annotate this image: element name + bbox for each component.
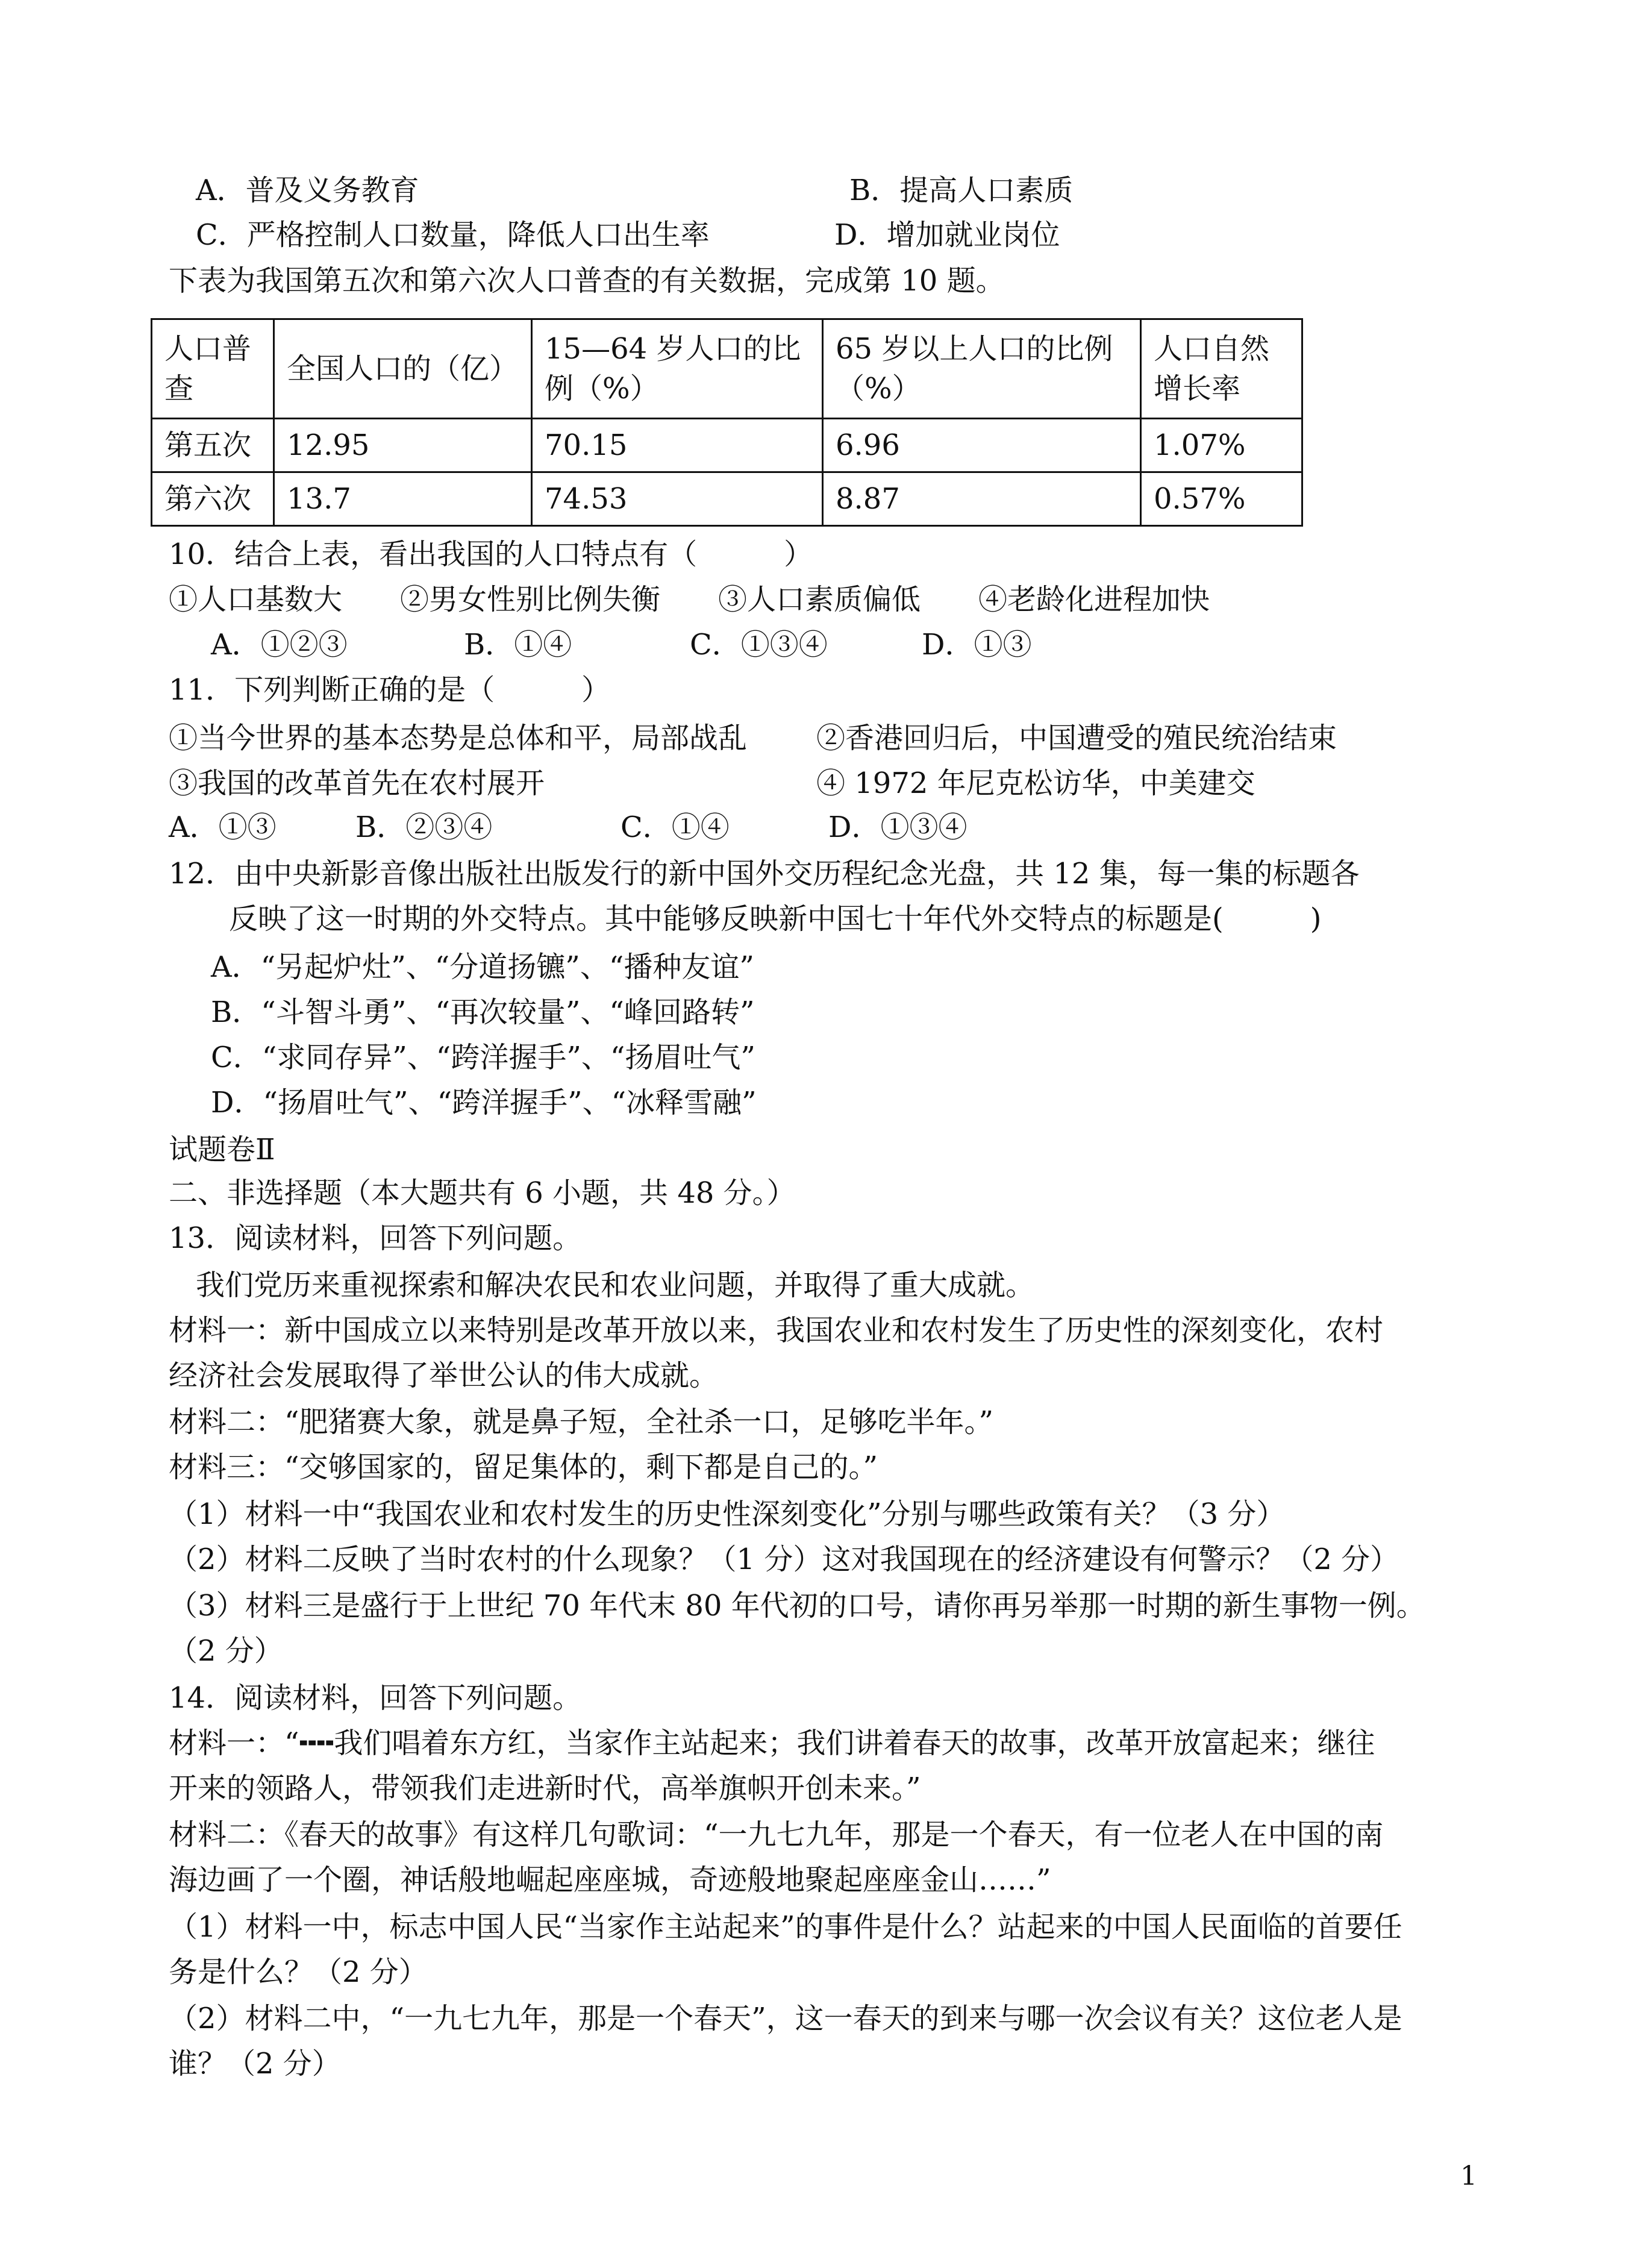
table-header-cell: 全国人口的（亿） (274, 319, 532, 419)
table-cell: 70.15 (532, 419, 823, 472)
q13-subquestion-3-line-1: （3）材料三是盛行于上世纪 70 年代末 80 年代初的口号，请你再另举那一时期的新生事物一例。 (169, 1589, 1425, 1623)
table-cell: 0.57% (1141, 472, 1302, 526)
q13-material-1-line-2: 经济社会发展取得了举世公认的伟大成就。 (169, 1359, 719, 1392)
q14-stem: 14．阅读材料，回答下列问题。 (169, 1681, 582, 1715)
q13-material-1-line-1: 材料一：新中国成立以来特别是改革开放以来，我国农业和农村发生了历史性的深刻变化，农村 (169, 1314, 1384, 1347)
table-cell: 12.95 (274, 419, 532, 472)
q11-options (169, 809, 968, 845)
q9-option-a: A．普及义务教育 (196, 174, 419, 207)
table-intro: 下表为我国第五次和第六次人口普查的有关数据，完成第 10 题。 (169, 264, 1005, 298)
q13-subquestion-3-line-2: （2 分） (169, 1634, 283, 1668)
q10-stem: 10．结合上表，看出我国的人口特点有（ ） (169, 537, 813, 571)
q14-subquestion-1-line-2: 务是什么？（2 分） (169, 1955, 428, 1989)
table-row (152, 472, 1302, 526)
q10-items: ①人口基数大 ②男女性别比例失衡 ③人口素质偏低 ④老龄化进程加快 (169, 583, 1210, 616)
q13-stem: 13．阅读材料，回答下列问题。 (169, 1221, 582, 1255)
q14-material-1-line-2: 开来的领路人，带领我们走进新时代，高举旗帜开创未来。” (169, 1771, 921, 1805)
q14-material-2-line-2: 海边画了一个圈，神话般地崛起座座城，奇迹般地聚起座座金山……” (169, 1863, 1051, 1897)
table-cell: 1.07% (1141, 419, 1302, 472)
q13-material-2: 材料二：“肥猪赛大象，就是鼻子短，全社杀一口，足够吃半年。” (169, 1405, 994, 1439)
q12-option-a: A．“另起炉灶”、“分道扬镳”、“播种友谊” (211, 950, 754, 984)
q9-option-b: B．提高人口素质 (849, 174, 1074, 207)
q9-options-row-2 (196, 217, 1060, 253)
page-number: 1 (1460, 2161, 1477, 2191)
q9-option-c: C．严格控制人口数量，降低人口出生率 (196, 218, 710, 252)
q11-item-1: ①当今世界的基本态势是总体和平，局部战乱 (169, 721, 748, 755)
q13-subquestion-1: （1）材料一中“我国农业和农村发生的历史性深刻变化”分别与哪些政策有关？（3 分） (169, 1497, 1286, 1531)
table-header-cell: 人口自然增长率 (1141, 319, 1302, 419)
table-cell: 第五次 (152, 419, 274, 472)
q14-subquestion-1-line-1: （1）材料一中，标志中国人民“当家作主站起来”的事件是什么？站起来的中国人民面临的首要任 (169, 1910, 1402, 1944)
census-table (151, 318, 1303, 527)
q11-item-2: ②香港回归后，中国遭受的殖民统治结束 (816, 721, 1337, 755)
q9-option-d: D．增加就业岗位 (834, 218, 1060, 252)
q11-stem: 11．下列判断正确的是（ ） (169, 673, 611, 707)
table-row (152, 419, 1302, 472)
table-cell: 8.87 (823, 472, 1141, 526)
q9-options-row-1 (196, 172, 1073, 208)
table-cell: 13.7 (274, 472, 532, 526)
table-header-cell: 15—64 岁人口的比例（%） (532, 319, 823, 419)
q10-option-a: A．①②③ (211, 628, 348, 662)
paper-2-heading: 试题卷Ⅱ (169, 1133, 275, 1167)
q10-options (211, 627, 1032, 663)
q11-item-3: ③我国的改革首先在农村展开 (169, 766, 545, 800)
q14-subquestion-2-line-2: 谁？（2 分） (169, 2047, 341, 2081)
q11-items-row-2 (169, 765, 1255, 801)
table-cell: 74.53 (532, 472, 823, 526)
table-header-cell: 65 岁以上人口的比例（%） (823, 319, 1141, 419)
q13-subquestion-2: （2）材料二反映了当时农村的什么现象？（1 分）这对我国现在的经济建设有何警示？（2 分） (169, 1543, 1399, 1576)
part-2-heading: 二、非选择题（本大题共有 6 小题，共 48 分。） (169, 1176, 796, 1210)
q10-option-c: C．①③④ (690, 628, 828, 662)
table-cell: 第六次 (152, 472, 274, 526)
q14-material-1-line-1: 材料一：“╍╍我们唱着东方红，当家作主站起来；我们讲着春天的故事，改革开放富起来；继往 (169, 1726, 1375, 1760)
q14-material-2-line-1: 材料二：《春天的故事》有这样几句歌词：“一九七九年，那是一个春天，有一位老人在中国的南 (169, 1818, 1384, 1852)
q13-intro: 我们党历来重视探索和解决农民和农业问题，并取得了重大成就。 (196, 1268, 1035, 1302)
q10-option-b: B．①④ (464, 628, 572, 662)
q12-option-b: B．“斗智斗勇”、“再次较量”、“峰回路转” (211, 995, 755, 1029)
table-header-cell: 人口普查 (152, 319, 274, 419)
q11-option-c: C．①④ (621, 810, 730, 844)
q12-option-c: C．“求同存异”、“跨洋握手”、“扬眉吐气” (211, 1041, 755, 1074)
q10-option-d: D．①③ (922, 628, 1032, 662)
q12-stem-line-1: 12．由中央新影音像出版社出版发行的新中国外交历程纪念光盘，共 12 集，每一集的标题各 (169, 857, 1360, 891)
q11-option-d: D．①③④ (828, 810, 968, 844)
q13-material-3: 材料三：“交够国家的，留足集体的，剩下都是自己的。” (169, 1450, 878, 1484)
q11-item-4: ④ 1972 年尼克松访华，中美建交 (816, 766, 1255, 800)
q11-items-row-1 (169, 720, 1337, 756)
q12-stem-line-2: 反映了这一时期的外交特点。其中能够反映新中国七十年代外交特点的标题是( ) (229, 902, 1322, 936)
q11-option-b: B．②③④ (355, 810, 493, 844)
q12-option-d: D．“扬眉吐气”、“跨洋握手”、“冰释雪融” (211, 1086, 757, 1120)
table-cell: 6.96 (823, 419, 1141, 472)
table-header-row (152, 319, 1302, 419)
q11-option-a: A．①③ (169, 810, 277, 844)
q14-subquestion-2-line-1: （2）材料二中，“一九七九年，那是一个春天”，这一春天的到来与哪一次会议有关？这位老人是 (169, 2002, 1402, 2035)
